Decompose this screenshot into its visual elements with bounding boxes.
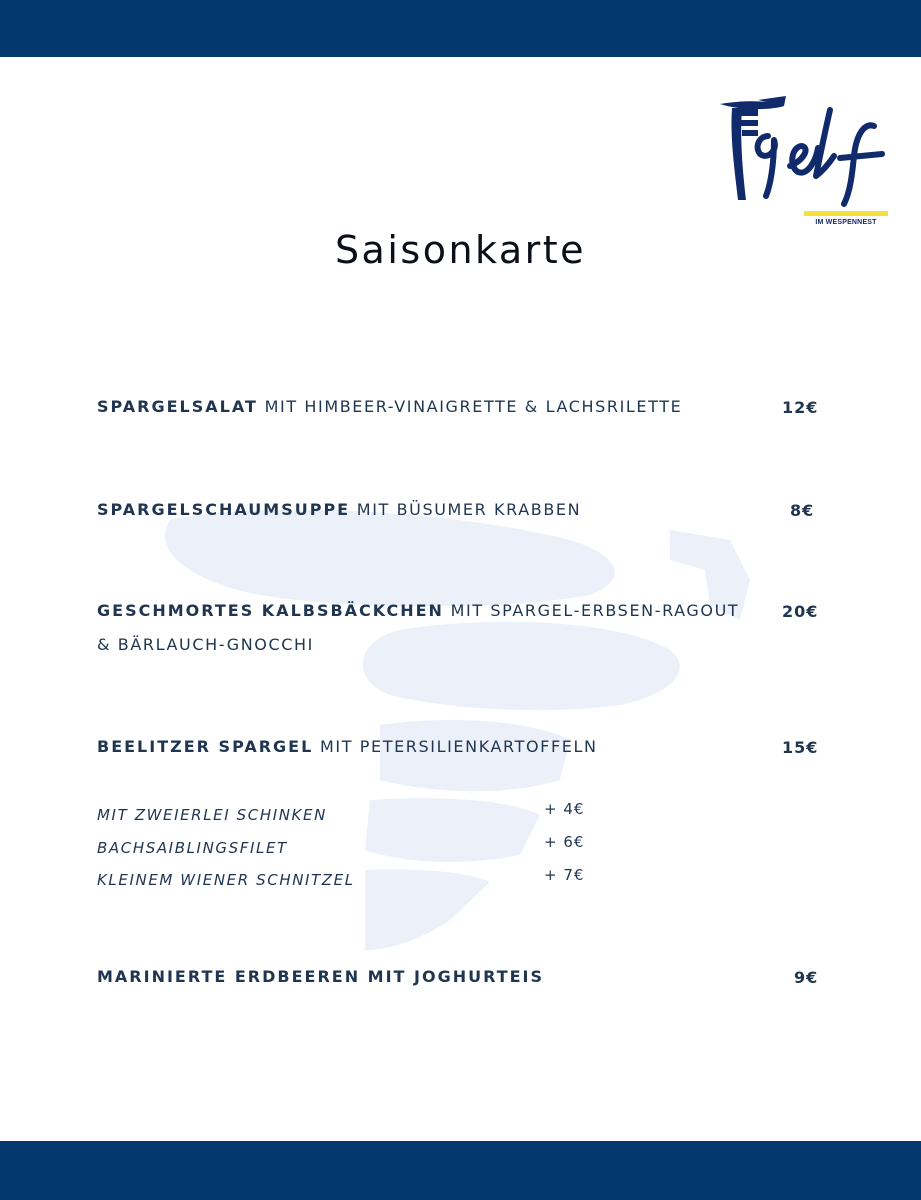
menu-item-spargelschaumsuppe <box>97 493 581 527</box>
menu-item-desc: MIT PETERSILIENKARTOFFELN <box>313 737 598 756</box>
logo-19elf-icon <box>712 96 894 236</box>
menu-item-name: SPARGELSALAT <box>97 397 258 416</box>
logo-subtitle: IM WESPENNEST <box>815 219 877 226</box>
menu-item-price: 8€ <box>790 501 815 520</box>
menu-item-desc-line2: & BÄRLAUCH-GNOCCHI <box>97 635 314 654</box>
option-price: + 4€ <box>544 800 585 818</box>
menu-item-desc: MIT SPARGEL-ERBSEN-RAGOUT <box>443 601 740 620</box>
page-title: Saisonkarte <box>334 228 587 272</box>
menu-item-kalbsbaeckchen <box>97 594 739 662</box>
menu-item-desc: MIT HIMBEER-VINAIGRETTE & LACHSRILETTE <box>257 397 683 416</box>
menu-item-name: GESCHMORTES KALBSBÄCKCHEN <box>97 601 444 620</box>
menu-item-desc: MIT BÜSUMER KRABBEN <box>350 500 582 519</box>
menu-item-spargelsalat <box>97 390 682 424</box>
option-name: MIT ZWEIERLEI SCHINKEN <box>97 806 327 824</box>
bottom-banner <box>0 1141 921 1200</box>
menu-item-price: 12€ <box>782 398 819 417</box>
menu-item-name: SPARGELSCHAUMSUPPE <box>97 500 351 519</box>
logo-yellow-bar <box>804 211 888 216</box>
option-name: KLEINEM WIENER SCHNITZEL <box>97 871 355 889</box>
menu-item-beelitzer-spargel <box>97 730 598 764</box>
top-banner <box>0 0 921 57</box>
menu-item-price: 15€ <box>782 738 819 757</box>
menu-item-name: MARINIERTE ERDBEEREN MIT JOGHURTEIS <box>97 967 545 986</box>
option-name: BACHSAIBLINGSFILET <box>97 839 288 857</box>
menu-item-price: 9€ <box>794 968 819 987</box>
menu-item-erdbeeren <box>97 960 544 994</box>
menu-item-price: 20€ <box>782 602 819 621</box>
option-price: + 7€ <box>544 866 585 884</box>
option-price: + 6€ <box>544 833 585 851</box>
menu-item-name: BEELITZER SPARGEL <box>97 737 314 756</box>
